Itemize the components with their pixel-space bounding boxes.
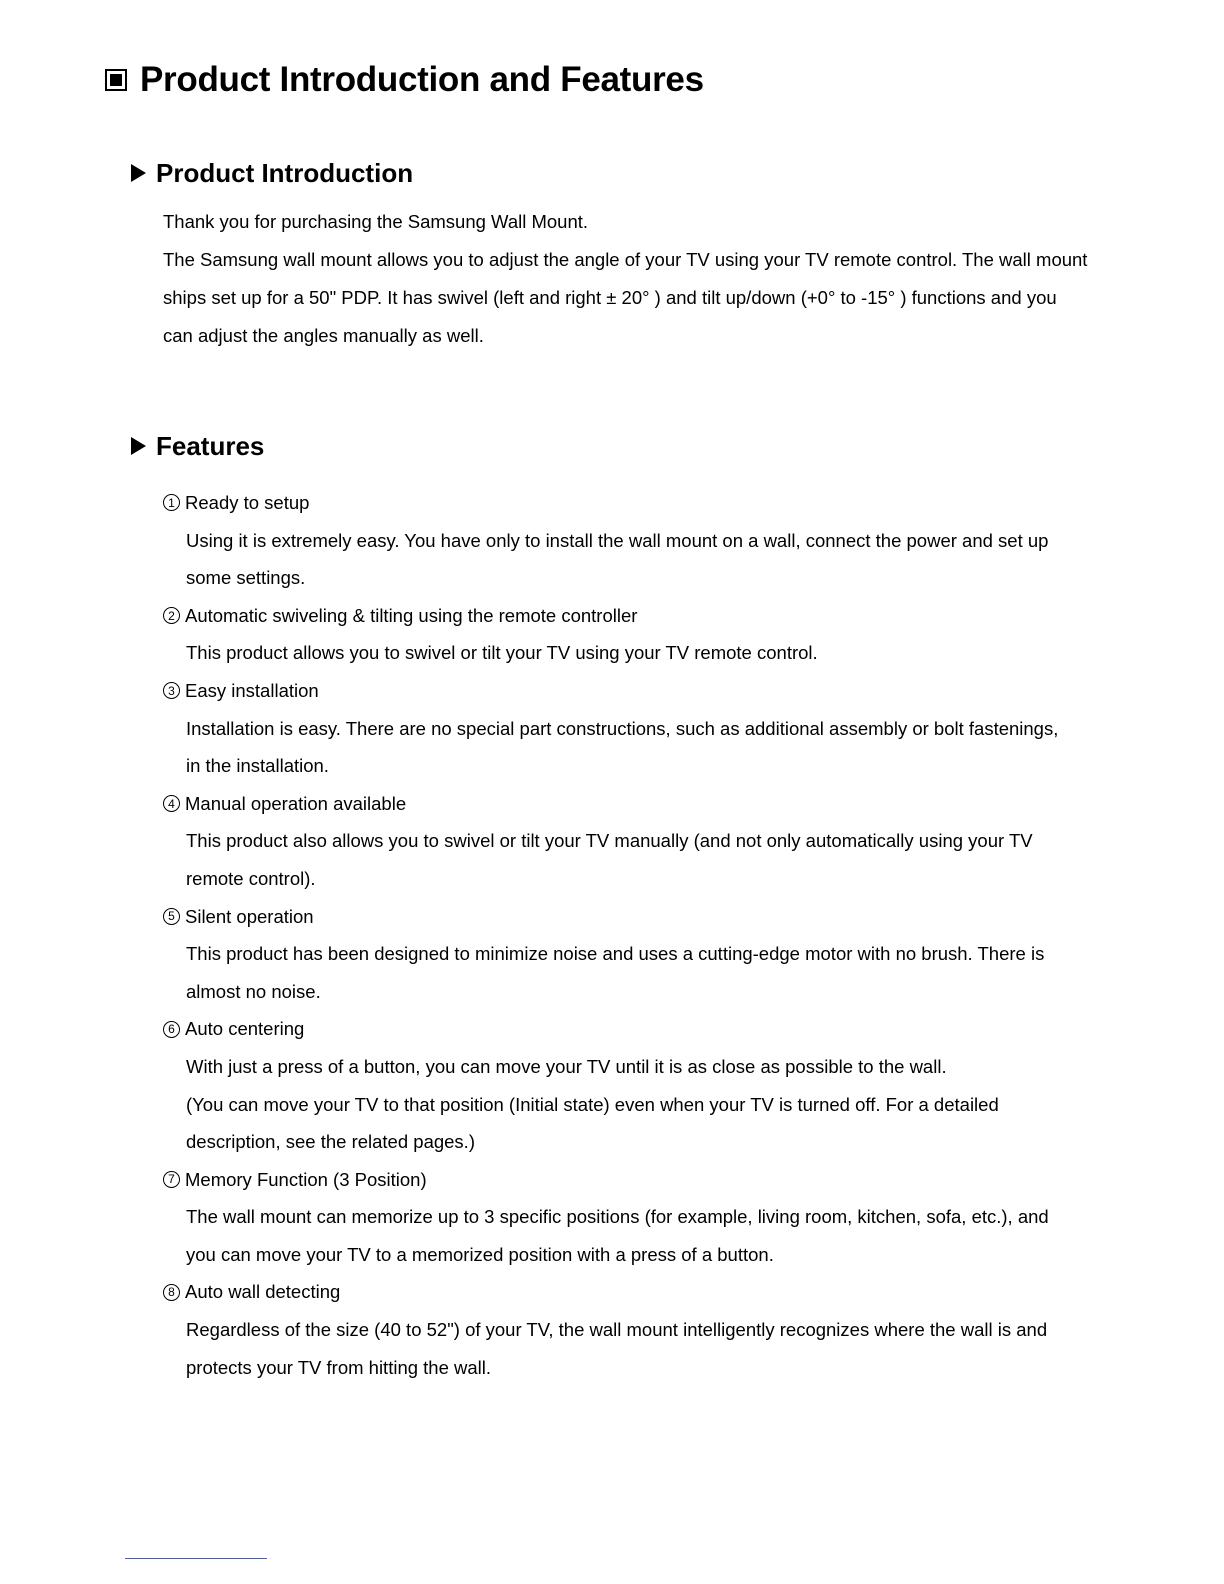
feature-title: Ready to setup bbox=[185, 492, 310, 513]
circled-number-icon: 3 bbox=[163, 682, 180, 699]
feature-item bbox=[163, 1273, 1063, 1386]
feature-desc-line: you can move your TV to a memorized position with a press of a button. bbox=[186, 1243, 774, 1265]
circled-number-icon: 5 bbox=[163, 908, 180, 925]
circled-number-icon: 6 bbox=[163, 1021, 180, 1038]
feature-item bbox=[163, 484, 1063, 597]
feature-description bbox=[163, 1048, 1063, 1161]
feature-desc-line: Installation is easy. There are no special part constructions, such as additional assembly or bolt fastenings, bbox=[186, 717, 1059, 739]
feature-item bbox=[163, 1010, 1063, 1160]
intro-line: Thank you for purchasing the Samsung Wall Mount. bbox=[163, 211, 589, 232]
feature-description bbox=[163, 1198, 1063, 1273]
circled-number-icon: 7 bbox=[163, 1171, 180, 1188]
triangle-bullet-icon bbox=[131, 164, 146, 182]
section-heading-features bbox=[131, 429, 264, 463]
feature-description bbox=[163, 634, 1063, 672]
intro-line: The Samsung wall mount allows you to adjust the angle of your TV using your TV remote control. The wall mount bbox=[163, 249, 1088, 270]
feature-desc-line: almost no noise. bbox=[186, 980, 321, 1002]
section-heading-text: Features bbox=[156, 430, 265, 461]
feature-title: Easy installation bbox=[185, 679, 319, 701]
feature-desc-line: some settings. bbox=[186, 567, 306, 589]
feature-desc-line: remote control). bbox=[186, 867, 316, 889]
circled-number-icon: 2 bbox=[163, 607, 180, 624]
feature-item bbox=[163, 1161, 1063, 1274]
triangle-bullet-icon bbox=[131, 437, 146, 455]
feature-description bbox=[163, 822, 1063, 897]
feature-desc-line: (You can move your TV to that position (Initial state) even when your TV is turned off. For a detailed bbox=[186, 1093, 999, 1115]
intro-line: can adjust the angles manually as well. bbox=[163, 325, 484, 346]
feature-item bbox=[163, 785, 1063, 898]
feature-description bbox=[163, 1311, 1063, 1386]
circled-number-icon: 4 bbox=[163, 795, 180, 812]
feature-title: Memory Function (3 Position) bbox=[185, 1168, 427, 1190]
feature-desc-line: protects your TV from hitting the wall. bbox=[186, 1356, 492, 1378]
feature-desc-line: This product allows you to swivel or tilt your TV using your TV remote control. bbox=[186, 642, 818, 664]
feature-title: Auto centering bbox=[185, 1018, 305, 1040]
feature-item bbox=[163, 672, 1063, 785]
page-title bbox=[105, 58, 704, 102]
feature-title: Auto wall detecting bbox=[185, 1281, 341, 1303]
feature-desc-line: Regardless of the size (40 to 52") of your TV, the wall mount intelligently recognizes where the wall is and bbox=[186, 1319, 1048, 1341]
footer-divider bbox=[125, 1558, 267, 1559]
features-list bbox=[163, 484, 1063, 1386]
feature-desc-line: With just a press of a button, you can move your TV until it is as close as possible to the wall. bbox=[186, 1055, 947, 1077]
page-title-text: Product Introduction and Features bbox=[140, 60, 704, 99]
feature-desc-line: This product has been designed to minimize noise and uses a cutting-edge motor with no brush. There is bbox=[186, 943, 1045, 965]
feature-item bbox=[163, 597, 1063, 672]
feature-desc-line: Using it is extremely easy. You have only to install the wall mount on a wall, connect the power and set up bbox=[186, 529, 1049, 551]
feature-description bbox=[163, 522, 1063, 597]
feature-desc-line: This product also allows you to swivel or tilt your TV manually (and not only automatically using your TV bbox=[186, 830, 1033, 852]
feature-desc-line: in the installation. bbox=[186, 755, 329, 777]
feature-description bbox=[163, 935, 1063, 1010]
feature-desc-line: description, see the related pages.) bbox=[186, 1131, 475, 1153]
intro-line: ships set up for a 50" PDP. It has swivel (left and right ± 20° ) and tilt up/down (+0° to -15° ) functions and you bbox=[163, 287, 1057, 308]
section-heading-introduction bbox=[131, 156, 413, 190]
feature-title: Manual operation available bbox=[185, 792, 407, 814]
feature-item bbox=[163, 898, 1063, 1011]
circled-number-icon: 8 bbox=[163, 1284, 180, 1301]
feature-description bbox=[163, 710, 1063, 785]
feature-title: Automatic swiveling & tilting using the remote controller bbox=[185, 604, 638, 626]
feature-title: Silent operation bbox=[185, 905, 314, 927]
section-heading-text: Product Introduction bbox=[156, 157, 414, 188]
circled-number-icon: 1 bbox=[163, 494, 180, 511]
feature-desc-line: The wall mount can memorize up to 3 specific positions (for example, living room, kitchen, sofa, etc.), and bbox=[186, 1206, 1049, 1228]
square-bullet-icon bbox=[105, 69, 127, 91]
introduction-paragraph bbox=[163, 203, 1088, 355]
